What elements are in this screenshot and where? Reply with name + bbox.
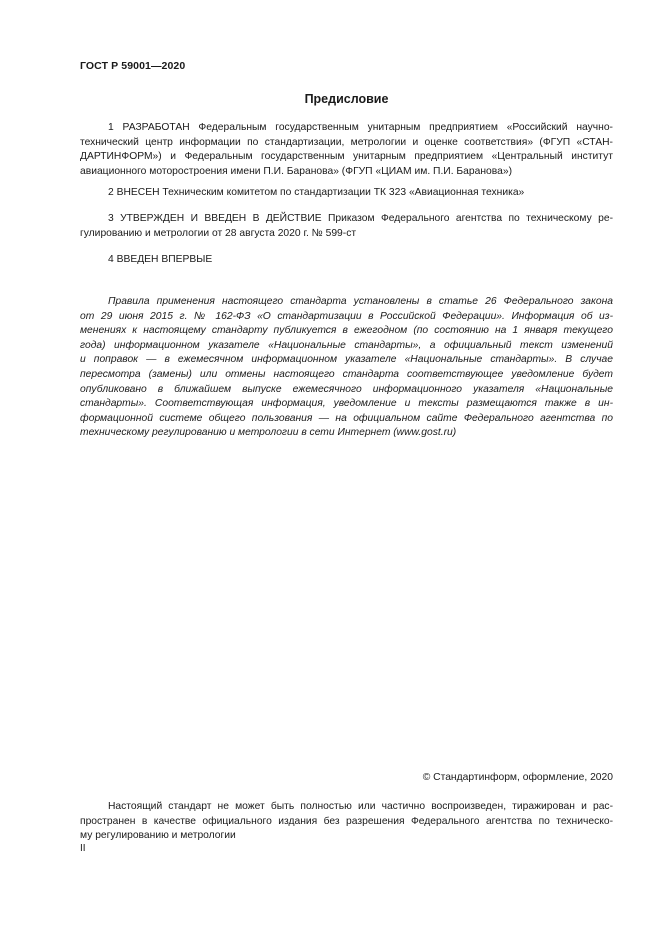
text-line: 2 ВНЕСЕН Техническим комитетом по стандартизации ТК 323 «Авиационная техника» [108, 187, 525, 198]
text-line: формационной системе общего пользования — на официальном сайте Федерального агентства по [80, 412, 613, 424]
text-line: му регулированию и метрологии [80, 830, 236, 842]
reproduction-notice [80, 800, 613, 844]
text-line: года) информационном указателе «Национальные стандарты», а официальный текст изменений [80, 339, 613, 351]
text-line: пересмотра (замены) или отмены настоящего стандарта соответствующее уведомление будет [80, 368, 613, 380]
text-line: авиационного моторостроения имени П.И. Баранова» (ФГУП «ЦИАМ им. П.И. Баранова») [80, 165, 513, 177]
section-title: Предисловие [304, 92, 389, 106]
preface-item-4 [80, 253, 613, 268]
text-line: ДАРТИНФОРМ») и Федеральным государственным унитарным предприятием «Центральный институт [80, 151, 613, 163]
preface-item-3 [80, 212, 613, 241]
copyright-line: © Стандартинформ, оформление, 2020 [422, 772, 613, 783]
preface-item-1 [80, 121, 613, 179]
page-number: II [80, 843, 86, 854]
text-line: стандарты». Соответствующая информация, уведомление и тексты размещаются также в ин- [80, 398, 613, 410]
text-line: Правила применения настоящего стандарта установлены в статье 26 Федерального закона [108, 296, 613, 307]
text-line: техническому регулированию и метрологии в сети Интернет (www.gost.ru) [80, 427, 457, 439]
text-line: 3 УТВЕРЖДЕН И ВВЕДЕН В ДЕЙСТВИЕ Приказом Федерального агентства по техническому ре- [108, 213, 613, 224]
text-line: технический центр информации по стандартизации, метрологии и оценке соответствия» (ФГУП «СТАН- [80, 136, 613, 148]
text-line: гулированию и метрологии от 28 августа 2020 г. № 599-ст [80, 227, 357, 239]
text-line: пространен в качестве официального издания без разрешения Федерального агентства по техническо- [80, 815, 613, 827]
standard-application-notice [80, 295, 613, 441]
text-line: опубликовано в ближайшем выпуске ежемесячного информационного указателя «Национальные [80, 383, 613, 395]
text-line: Настоящий стандарт не может быть полностью или частично воспроизведен, тиражирован и рас- [108, 801, 613, 812]
text-line: 1 РАЗРАБОТАН Федеральным государственным унитарным предприятием «Российский научно- [108, 122, 613, 133]
document-code: ГОСТ Р 59001—2020 [80, 60, 186, 72]
text-line: 4 ВВЕДЕН ВПЕРВЫЕ [108, 254, 213, 265]
preface-item-2 [80, 186, 613, 201]
text-line: менениях к настоящему стандарту публикуется в ежегодном (по состоянию на 1 января текущего [80, 325, 613, 337]
text-line: и поправок — в ежемесячном информационном указателе «Национальные стандарты». В случае [80, 354, 613, 366]
text-line: от 29 июня 2015 г. № 162-ФЗ «О стандартизации в Российской Федерации». Информация об из- [80, 310, 613, 322]
